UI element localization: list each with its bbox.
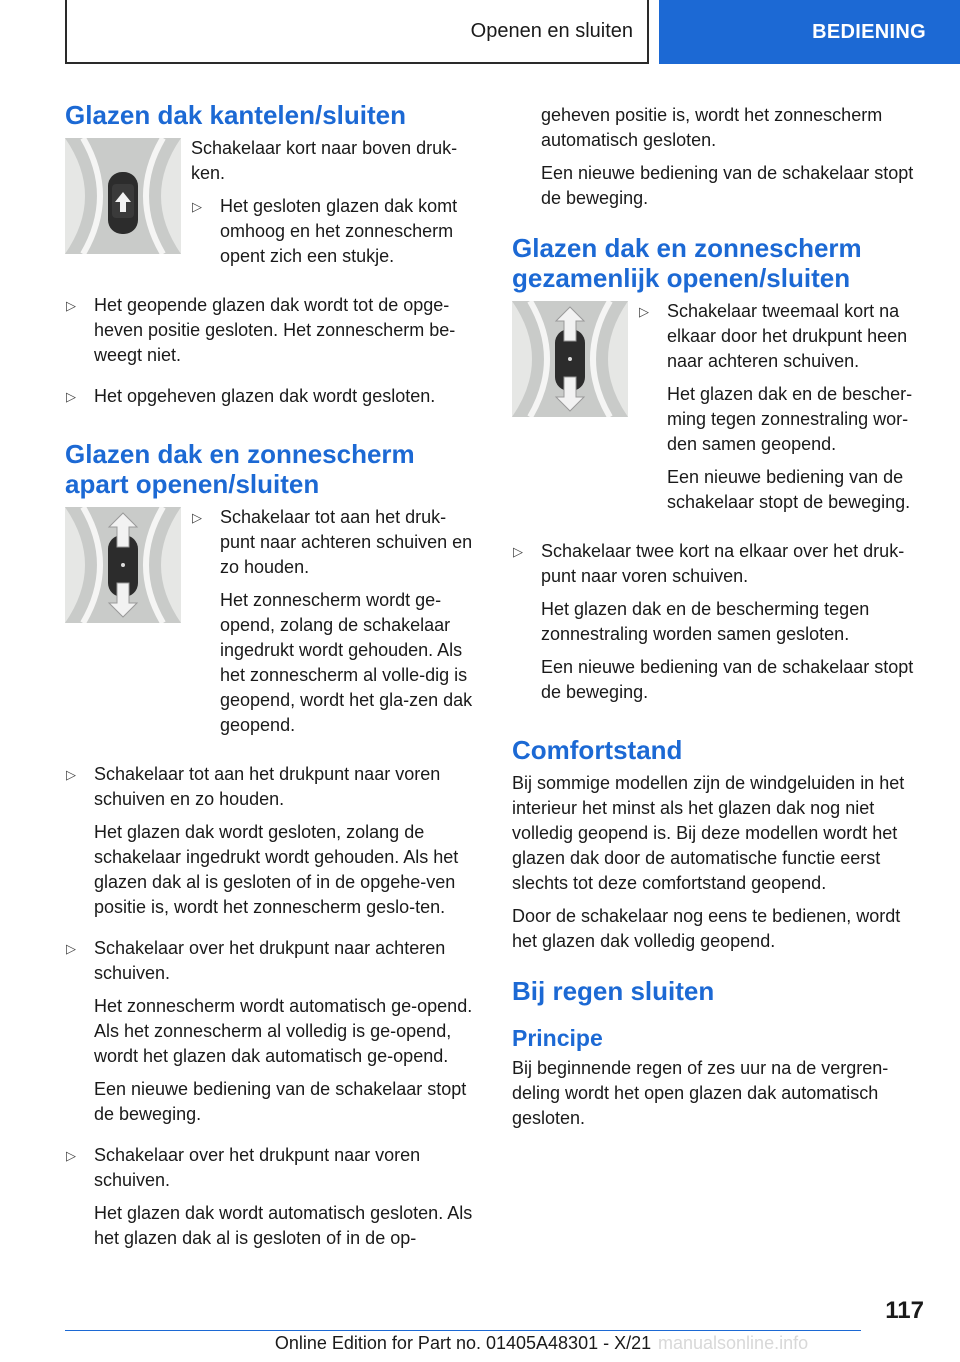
- apart-block: [65, 505, 479, 754]
- apart-text: Schakelaar tot aan het druk-punt naar achteren schuiven en zo houden.: [220, 507, 473, 577]
- bullet-triangle-icon: ▷: [192, 510, 202, 525]
- list-item: [191, 194, 479, 277]
- switch-image-apart: [65, 507, 181, 623]
- chapter-title: BEDIENING: [812, 20, 926, 43]
- list-item: [65, 936, 479, 1135]
- apart-text: Het glazen dak wordt gesloten, zolang de schakelaar ingedrukt wordt gehouden. Als het glazen dak al is gesloten of in de opgehe-ven positie is, wordt het zonnescherm geslo-ten.: [94, 822, 459, 917]
- watermark: manualsonline.info: [658, 1333, 809, 1353]
- continued-text: Een nieuwe bediening van de schakelaar stopt de beweging.: [541, 163, 914, 208]
- switch-image-tilt: [65, 138, 181, 254]
- switch-up-icon: [65, 138, 181, 254]
- footer-edition: Online Edition for Part no. 01405A48301 - X/21: [274, 1333, 652, 1353]
- together-block: [512, 299, 930, 531]
- heading-rain: Bij regen sluiten: [512, 976, 715, 1006]
- tilt-sub-text: Het gesloten glazen dak komt omhoog en het zonnescherm opent zich een stukje.: [220, 196, 458, 266]
- list-item: [65, 293, 479, 376]
- switch-up-down-icon: [65, 507, 181, 623]
- bullet-triangle-icon: ▷: [66, 1148, 76, 1163]
- comfort-text: Bij sommige modellen zijn de windgeluiden in het interieur het minst als het glazen dak nog niet volledig geopend is. Bij deze modellen wordt het glazen dak door de automatische functie eerst slechts tot deze comfortstand geopend.: [512, 773, 905, 893]
- switch-image-together: [512, 301, 628, 417]
- bullet-triangle-icon: ▷: [192, 199, 202, 214]
- heading-apart: Glazen dak en zonnescherm apart openen/sluiten: [65, 439, 415, 499]
- continued-text: geheven positie is, wordt het zonnescherm automatisch gesloten.: [541, 105, 883, 150]
- apart-text: Het zonnescherm wordt automatisch ge-opend. Als het zonnescherm al volledig is ge-opend, wordt het glazen dak automatisch ge-opend.: [94, 996, 473, 1066]
- bullet-triangle-icon: ▷: [66, 941, 76, 956]
- page-number: 117: [885, 1297, 924, 1324]
- apart-text: Het zonnescherm wordt ge-opend, zolang de schakelaar ingedrukt wordt gehouden. Als het zonnescherm al volle-dig is geopend, wordt het gla-zen dak geopend.: [220, 590, 473, 735]
- list-item: [638, 299, 930, 523]
- bullet-triangle-icon: ▷: [66, 389, 76, 404]
- heading-tilt: Glazen dak kantelen/sluiten: [65, 100, 406, 130]
- apart-text: Schakelaar over het drukpunt naar voren schuiven.: [94, 1145, 421, 1190]
- list-item: [65, 384, 479, 417]
- apart-text: Schakelaar over het drukpunt naar achteren schuiven.: [94, 938, 446, 983]
- together-text: Een nieuwe bediening van de schakelaar stopt de beweging.: [667, 467, 911, 512]
- rain-text: Bij beginnende regen of zes uur na de vergren-deling wordt het open glazen dak automatisch gesloten.: [512, 1058, 889, 1128]
- heading-comfort: Comfortstand: [512, 735, 683, 765]
- heading-together: Glazen dak en zonnescherm gezamenlijk openen/sluiten: [512, 233, 862, 293]
- bullet-triangle-icon: ▷: [66, 767, 76, 782]
- tilt-intro-text: Schakelaar kort naar boven druk-ken.: [191, 138, 458, 183]
- header-chapter-tab: [659, 0, 960, 64]
- apart-text: Een nieuwe bediening van de schakelaar stopt de beweging.: [94, 1079, 467, 1124]
- bullet-triangle-icon: ▷: [639, 304, 649, 319]
- list-item: [65, 762, 479, 928]
- section-title: Openen en sluiten: [470, 19, 633, 42]
- switch-up-down-icon: [512, 301, 628, 417]
- tilt-block: [65, 136, 479, 285]
- together-text: Schakelaar tweemaal kort na elkaar door het drukpunt heen naar achteren schuiven.: [667, 301, 908, 371]
- left-column: [65, 100, 479, 1267]
- header-section-title: [65, 0, 649, 64]
- list-item: [65, 1143, 479, 1259]
- together-text: Het glazen dak en de bescherming tegen zonnestraling worden samen gesloten.: [541, 599, 870, 644]
- list-item: [512, 539, 930, 713]
- list-item: [191, 505, 479, 746]
- footer-divider: [65, 1330, 861, 1331]
- apart-text: Schakelaar tot aan het drukpunt naar voren schuiven en zo houden.: [94, 764, 441, 809]
- together-text: Een nieuwe bediening van de schakelaar stopt de beweging.: [541, 657, 914, 702]
- apart-text: Het glazen dak wordt automatisch gesloten. Als het glazen dak al is gesloten of in de op-: [94, 1203, 473, 1248]
- together-text: Het glazen dak en de bescher-ming tegen zonnestraling wor-den samen geopend.: [667, 384, 913, 454]
- together-text: Schakelaar twee kort na elkaar over het druk-punt naar voren schuiven.: [541, 541, 905, 586]
- comfort-text: Door de schakelaar nog eens te bedienen, wordt het glazen dak volledig geopend.: [512, 906, 901, 951]
- tilt-bullet-text: Het opgeheven glazen dak wordt gesloten.: [94, 386, 436, 406]
- tilt-bullet-text: Het geopende glazen dak wordt tot de opge-heven positie gesloten. Het zonnescherm be-weegt niet.: [94, 295, 456, 365]
- bullet-triangle-icon: ▷: [66, 298, 76, 313]
- right-column: [512, 103, 930, 1139]
- heading-principle: Principe: [512, 1025, 603, 1051]
- bullet-triangle-icon: ▷: [513, 544, 523, 559]
